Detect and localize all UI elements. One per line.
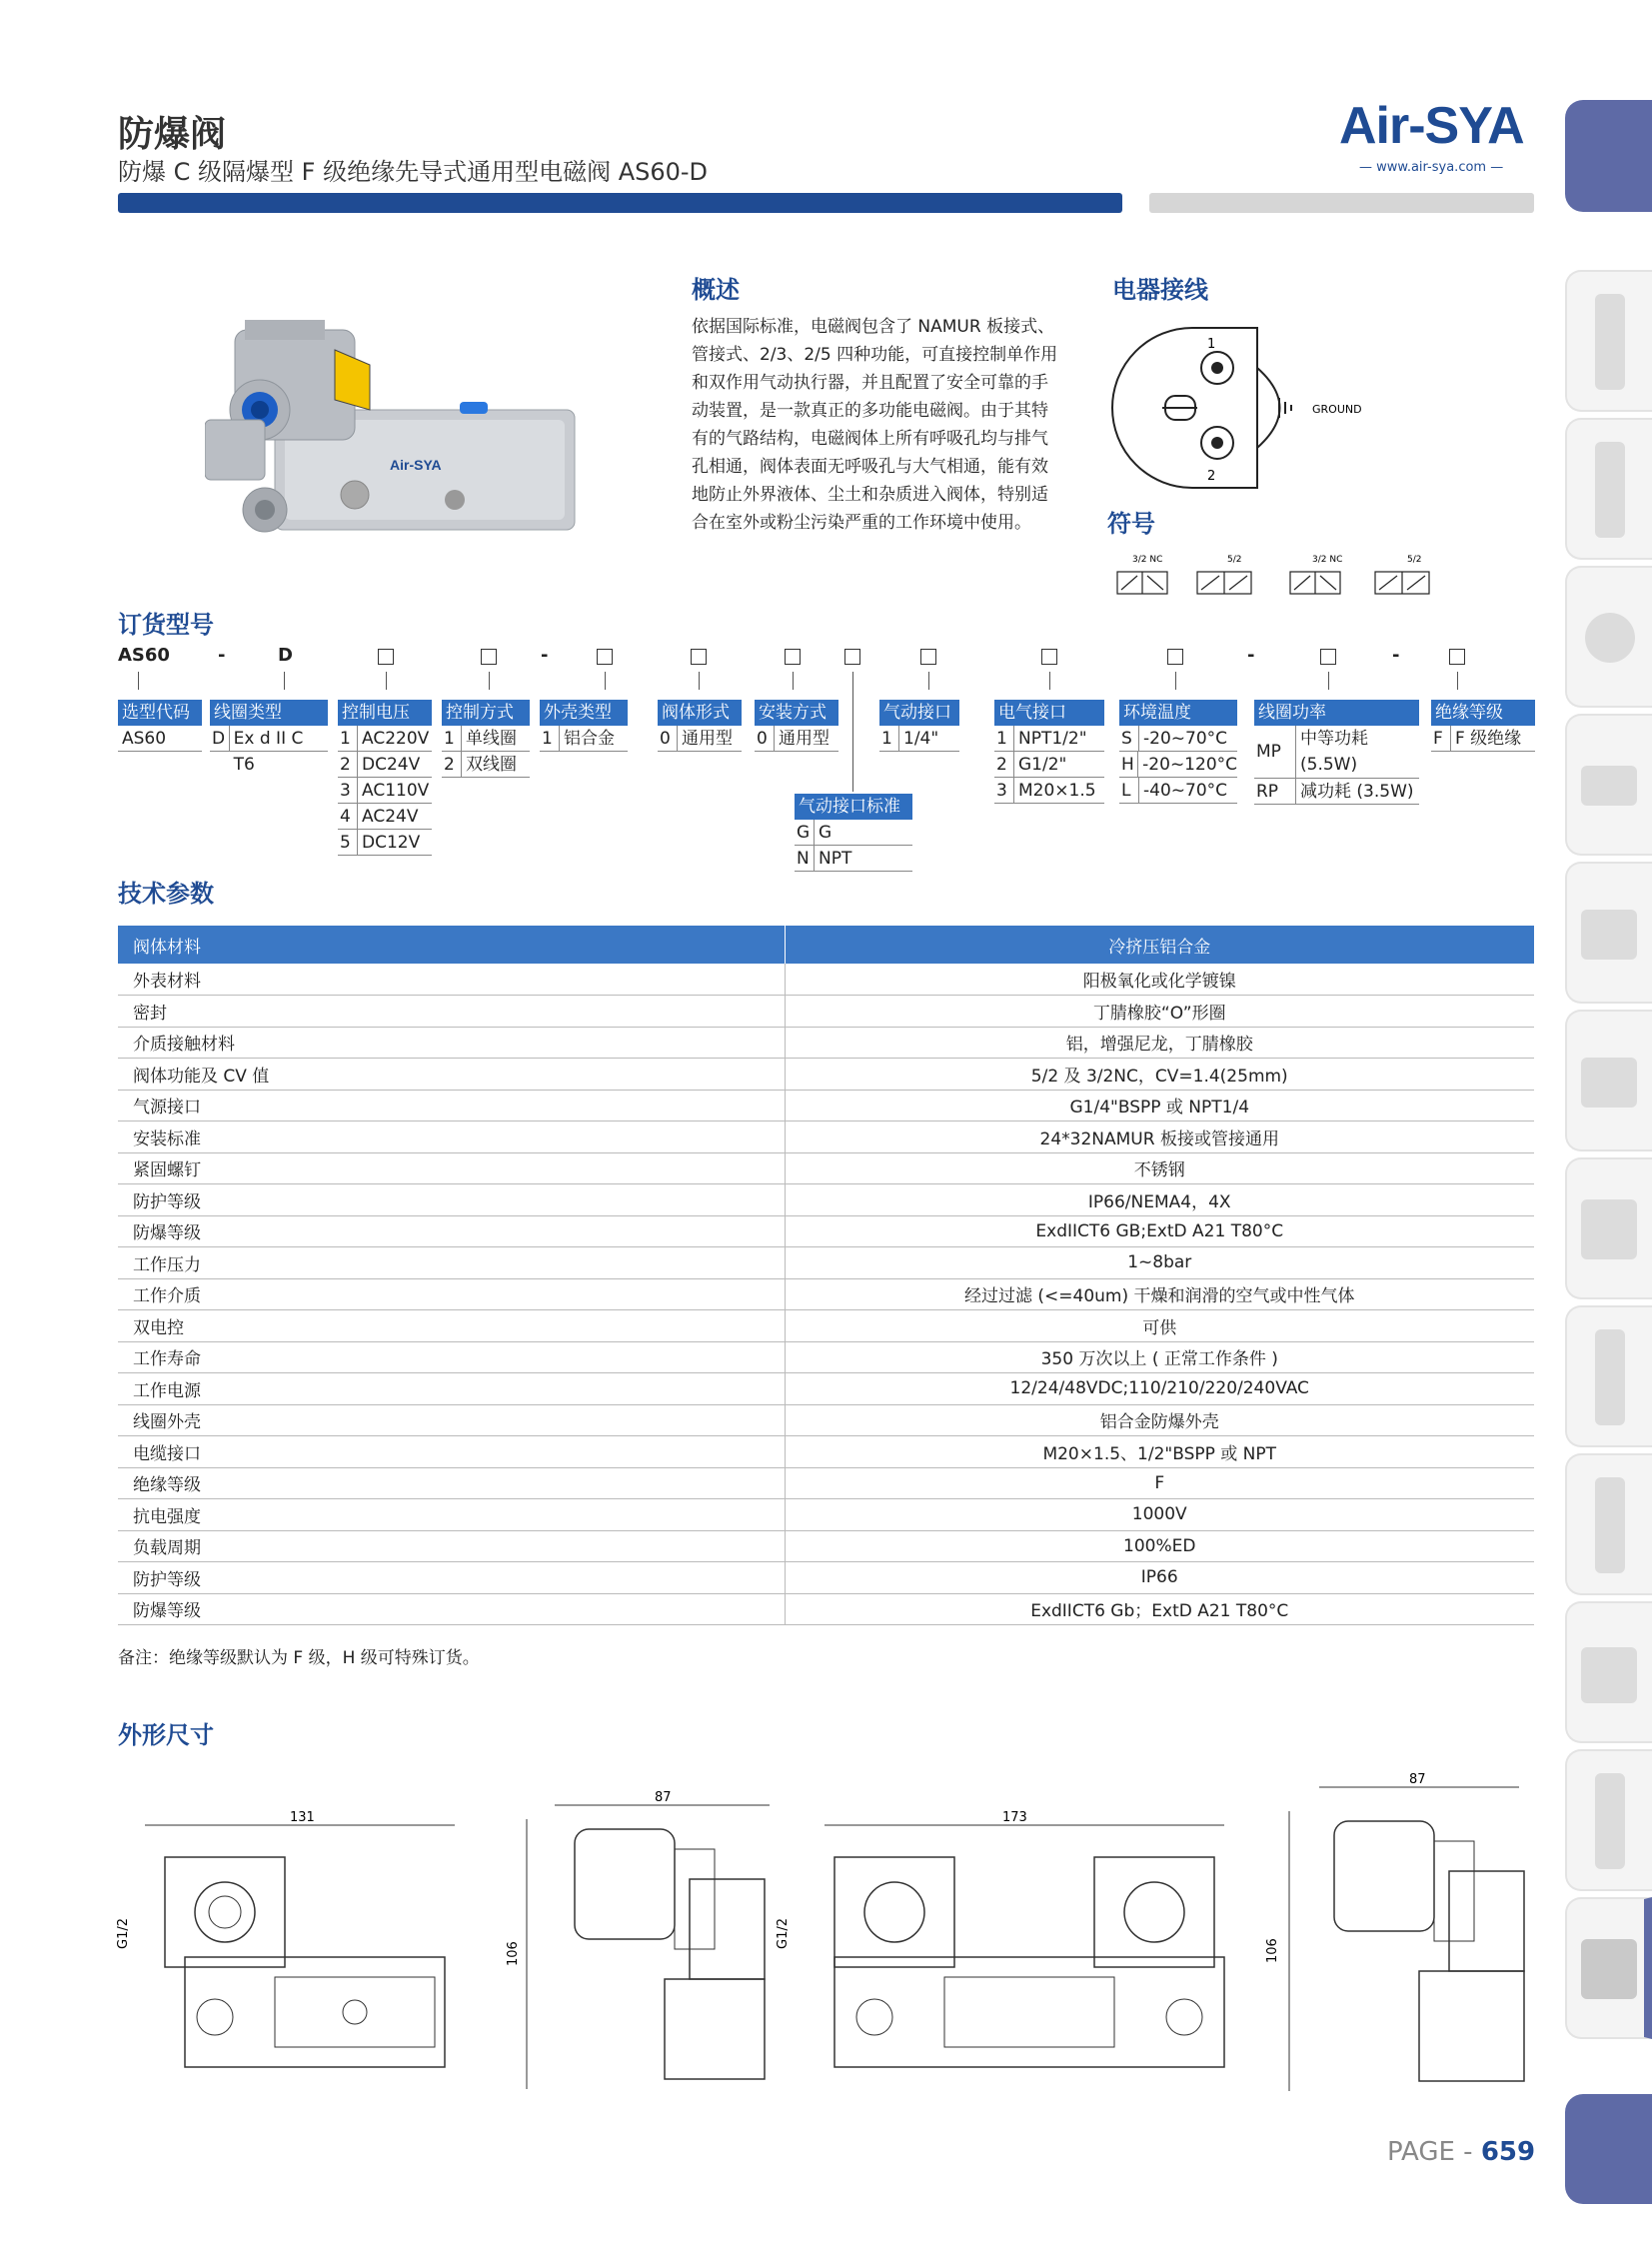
- option-key: 0: [658, 726, 678, 751]
- option-row: [338, 804, 432, 830]
- option-key: 1: [338, 726, 358, 751]
- spec-name: 工作介质: [118, 1278, 785, 1310]
- spec-value: ExdIICT6 Gb；ExtD A21 T80°C: [785, 1593, 1534, 1625]
- spec-row: [118, 1027, 1534, 1059]
- option-row-mp: [1254, 726, 1419, 779]
- spec-row: [118, 1499, 1534, 1531]
- code-d: D: [278, 645, 293, 666]
- option-row: [1119, 752, 1237, 778]
- side-tab-regulator[interactable]: [1565, 566, 1652, 708]
- group-ambient-temp: [1119, 700, 1237, 804]
- code-tick: [138, 672, 139, 690]
- group-label: 安装方式: [755, 700, 838, 726]
- spec-row: [118, 1152, 1534, 1184]
- option-value: AC24V: [362, 807, 419, 827]
- group-label: 气动接口: [879, 700, 959, 726]
- option-key: L: [1119, 778, 1139, 803]
- code-tick: [605, 672, 606, 690]
- option-row: [442, 752, 530, 778]
- pump-icon: [1581, 1199, 1637, 1259]
- spec-value: ExdIICT6 GB;ExtD A21 T80°C: [785, 1215, 1534, 1247]
- side-tab-manifold[interactable]: [1565, 1305, 1652, 1447]
- dim-height-2: 106: [506, 1941, 521, 1966]
- option-value: -20~120°C: [1142, 755, 1237, 775]
- option-value: Ex d II C T6: [233, 729, 304, 775]
- option-value: AS60: [122, 729, 167, 749]
- group-housing-type: [540, 700, 628, 752]
- option-value: [1296, 726, 1368, 778]
- fitting-icon: [1581, 1647, 1637, 1703]
- spec-value: F: [785, 1467, 1534, 1499]
- pin-1: 1: [1207, 337, 1216, 352]
- group-air-port: [879, 700, 959, 752]
- code-box: [378, 649, 394, 665]
- dim-width-1: 131: [290, 1810, 315, 1825]
- spec-row: [118, 1121, 1534, 1153]
- spec-row: [118, 1059, 1534, 1091]
- option-row: [540, 726, 628, 752]
- option-row: [994, 726, 1104, 752]
- specs-heading: 技术参数: [118, 880, 214, 908]
- option-key: N: [795, 846, 815, 871]
- spec-name: 紧固螺钉: [118, 1152, 785, 1184]
- option-value: 双线圈: [466, 755, 517, 775]
- symbols-heading: 符号: [1107, 510, 1155, 538]
- code-tick: [1457, 672, 1458, 690]
- option-row: [118, 726, 202, 752]
- code-tick: [1049, 672, 1050, 690]
- lubricator-icon: [1595, 442, 1625, 538]
- option-row: [1119, 778, 1237, 804]
- spec-value: 12/24/48VDC;110/210/220/240VAC: [785, 1373, 1534, 1405]
- option-key: 2: [442, 752, 462, 777]
- spec-name: 安装标准: [118, 1121, 785, 1153]
- spec-value: 350 万次以上 ( 正常工作条件 ): [785, 1341, 1534, 1373]
- symbol-label-4: 5/2: [1407, 555, 1422, 565]
- page-title: 防爆阀: [118, 114, 227, 155]
- group-label: 外壳类型: [540, 700, 628, 726]
- option-value: G1/2": [1018, 755, 1067, 775]
- group-label: 环境温度: [1119, 700, 1237, 726]
- option-key: 3: [338, 778, 358, 803]
- side-tab-bottom: [1565, 2094, 1652, 2204]
- symbol-label-3: 3/2 NC: [1312, 555, 1343, 565]
- side-tab-silencer[interactable]: [1565, 1749, 1652, 1891]
- dim-width-3: 173: [1002, 1810, 1027, 1825]
- spec-name: 防爆等级: [118, 1593, 785, 1625]
- code-dash-3: -: [1247, 645, 1255, 666]
- code-tick: [699, 672, 700, 690]
- option-key: F: [1431, 726, 1451, 751]
- code-tick: [793, 672, 794, 690]
- group-coil-power: [1254, 700, 1419, 805]
- cylinder-icon: [1595, 1477, 1625, 1573]
- option-row: [994, 752, 1104, 778]
- group-label: 控制方式: [442, 700, 530, 726]
- spec-name: 电缆接口: [118, 1436, 785, 1468]
- option-row: [795, 846, 912, 872]
- spec-row: [118, 1593, 1534, 1625]
- code-box: [691, 649, 707, 665]
- code-tick: [489, 672, 490, 690]
- option-key: 2: [338, 752, 358, 777]
- overview-heading: 概述: [692, 276, 740, 304]
- code-box: [597, 649, 613, 665]
- spec-row: [118, 1373, 1534, 1405]
- spec-row: [118, 964, 1534, 996]
- spec-row: [118, 1562, 1534, 1594]
- spec-header-row: [118, 926, 1534, 964]
- option-key: G: [795, 820, 815, 845]
- side-tab-mech-valve[interactable]: [1565, 862, 1652, 1004]
- group-label: 选型代码: [118, 700, 202, 726]
- option-value: 1/4": [903, 729, 939, 749]
- group-insulation: [1431, 700, 1535, 752]
- manifold-icon: [1595, 1329, 1625, 1425]
- option-key: MP: [1254, 726, 1296, 778]
- spec-value: 1000V: [785, 1499, 1534, 1531]
- dim-side-3: G1/2: [776, 1918, 791, 1949]
- option-value: -20~70°C: [1143, 729, 1228, 749]
- side-tab-fitting[interactable]: [1565, 1601, 1652, 1743]
- spec-value: 5/2 及 3/2NC，CV=1.4(25mm): [785, 1059, 1534, 1091]
- header-bar-blue: [118, 193, 1122, 213]
- option-value: 通用型: [682, 729, 733, 749]
- code-box: [844, 649, 860, 665]
- explosion-valve-icon: [1581, 1939, 1637, 1999]
- option-row: [994, 778, 1104, 804]
- option-value: 通用型: [779, 729, 829, 749]
- group-label: 阀体形式: [658, 700, 742, 726]
- spec-row: [118, 1310, 1534, 1342]
- wiring-heading: 电器接线: [1112, 276, 1208, 304]
- side-tab-valve[interactable]: [1565, 714, 1652, 856]
- valve-symbols: [1107, 552, 1467, 614]
- spec-value: 丁腈橡胶“O”形圈: [785, 996, 1534, 1028]
- mech-valve-icon: [1581, 910, 1637, 960]
- page-label: PAGE -: [1387, 2137, 1481, 2167]
- specs-note: 备注：绝缘等级默认为 F 级，H 级可特殊订货。: [118, 1648, 480, 1668]
- spec-name: 工作压力: [118, 1247, 785, 1279]
- option-value: AC110V: [362, 781, 430, 801]
- option-key: H: [1119, 752, 1138, 777]
- option-row: [795, 820, 912, 846]
- code-dash-4: -: [1392, 645, 1400, 666]
- option-key: 1: [994, 726, 1014, 751]
- group-label: 气动接口标准: [795, 794, 912, 820]
- specs-table: [118, 926, 1534, 1625]
- side-tab-pump[interactable]: [1565, 1157, 1652, 1299]
- code-tick: [386, 672, 387, 690]
- option-value: -40~70°C: [1143, 781, 1228, 801]
- option-key: 4: [338, 804, 358, 829]
- code-tick: [284, 672, 285, 690]
- group-label: 控制电压: [338, 700, 432, 726]
- wiring-diagram: [1107, 318, 1367, 502]
- code-tick: [928, 672, 929, 690]
- code-box: [1167, 649, 1183, 665]
- code-box: [1320, 649, 1336, 665]
- spec-row: [118, 1215, 1534, 1247]
- code-box: [1041, 649, 1057, 665]
- box-valve-icon: [1581, 1058, 1637, 1108]
- option-key: 1: [879, 726, 899, 751]
- dim-width-2: 87: [655, 1790, 672, 1805]
- option-row: [338, 778, 432, 804]
- option-value: G: [819, 823, 832, 843]
- spec-row: [118, 1436, 1534, 1468]
- spec-name: 阀体材料: [118, 926, 785, 964]
- option-key: D: [210, 726, 230, 751]
- product-image: [205, 310, 585, 550]
- ordering-heading: 订货型号: [118, 611, 214, 639]
- option-row: [442, 726, 530, 752]
- spec-value: 24*32NAMUR 板接或管接通用: [785, 1121, 1534, 1153]
- spec-name: 密封: [118, 996, 785, 1028]
- group-label: 线圈功率: [1254, 700, 1419, 726]
- code-prefix: AS60: [118, 645, 170, 666]
- spec-value: IP66/NEMA4，4X: [785, 1184, 1534, 1216]
- spec-name: 工作电源: [118, 1373, 785, 1405]
- option-key: 0: [755, 726, 775, 751]
- group-electrical-port: [994, 700, 1104, 804]
- group-label: 电气接口: [994, 700, 1104, 726]
- spec-name: 线圈外壳: [118, 1404, 785, 1436]
- option-row: [338, 752, 432, 778]
- code-tick-long: [852, 672, 853, 792]
- code-dash-2: -: [541, 645, 549, 666]
- spec-row: [118, 1404, 1534, 1436]
- spec-name: 介质接触材料: [118, 1027, 785, 1059]
- spec-name: 防护等级: [118, 1562, 785, 1594]
- option-value: AC220V: [362, 729, 430, 749]
- spec-value: 100%ED: [785, 1530, 1534, 1562]
- option-key: S: [1119, 726, 1139, 751]
- group-label: 绝缘等级: [1431, 700, 1535, 726]
- dimension-drawing-front-double: [775, 1807, 1234, 2097]
- symbol-label-2: 5/2: [1227, 555, 1242, 565]
- spec-row: [118, 1530, 1534, 1562]
- spec-row: [118, 1090, 1534, 1121]
- spec-value: 经过过滤 (<=40um) 干燥和润滑的空气或中性气体: [785, 1278, 1534, 1310]
- mp-line-2: (5.5W): [1300, 755, 1358, 775]
- option-row: [210, 726, 328, 775]
- page-subtitle: 防爆 C 级隔爆型 F 级绝缘先导式通用型电磁阀 AS60-D: [118, 158, 709, 186]
- group-label: 线圈类型: [210, 700, 328, 726]
- option-key: 3: [994, 778, 1014, 803]
- spec-value: G1/4"BSPP 或 NPT1/4: [785, 1090, 1534, 1121]
- option-row: [1119, 726, 1237, 752]
- dimensions-heading: 外形尺寸: [118, 1721, 214, 1749]
- option-key: 1: [540, 726, 560, 751]
- page-number-value: 659: [1480, 2137, 1536, 2167]
- regulator-icon: [1585, 613, 1635, 663]
- group-mounting: [755, 700, 838, 752]
- code-dash-1: -: [218, 645, 226, 666]
- brand-logo: Air-SYA: [1339, 97, 1524, 155]
- page-number: [1387, 2137, 1535, 2167]
- spec-name: 绝缘等级: [118, 1467, 785, 1499]
- spec-row: [118, 1278, 1534, 1310]
- mp-line-1: 中等功耗: [1300, 729, 1368, 749]
- spec-value: 铝，增强尼龙，丁腈橡胶: [785, 1027, 1534, 1059]
- side-tab-lubricator[interactable]: [1565, 418, 1652, 560]
- code-box: [920, 649, 936, 665]
- spec-name: 外表材料: [118, 964, 785, 996]
- ground-label: GROUND: [1312, 403, 1362, 416]
- spec-value: IP66: [785, 1562, 1534, 1594]
- group-control-voltage: [338, 700, 432, 856]
- spec-value: 冷挤压铝合金: [785, 926, 1534, 964]
- spec-value: M20×1.5、1/2"BSPP 或 NPT: [785, 1436, 1534, 1468]
- group-valve-body: [658, 700, 742, 752]
- option-value: 单线圈: [466, 729, 517, 749]
- option-row: [879, 726, 959, 752]
- spec-name: 负载周期: [118, 1530, 785, 1562]
- spec-value: 阳极氧化或化学镀镍: [785, 964, 1534, 996]
- pin-2: 2: [1207, 469, 1216, 484]
- spec-name: 双电控: [118, 1310, 785, 1342]
- option-row: [1431, 726, 1535, 752]
- spec-name: 抗电强度: [118, 1499, 785, 1531]
- option-key: 5: [338, 830, 358, 855]
- group-control-mode: [442, 700, 530, 778]
- side-tab-box-valve[interactable]: [1565, 1010, 1652, 1151]
- spec-row: [118, 996, 1534, 1028]
- product-label: Air-SYA: [390, 457, 442, 473]
- spec-row: [118, 1184, 1534, 1216]
- group-coil-type: [210, 700, 328, 775]
- spec-row: [118, 1341, 1534, 1373]
- option-row-rp: [1254, 779, 1419, 805]
- group-air-port-standard: [795, 794, 912, 872]
- group-model-code: [118, 700, 202, 752]
- overview-text: 依据国际标准，电磁阀包含了 NAMUR 板接式、管接式、2/3、2/5 四种功能，可直接控制单作用和双作用气动执行器，并且配置了安全可靠的手动装置，是一款真正的多功能电磁阀。由于其特有的气路结构，电磁阀体上所有呼吸孔均与排气孔相通，阀体表面无呼吸孔与大气相通，能有效地防止外界液体、尘土和杂质进入阀体，特别适合在室外或粉尘污染严重的工作环境中使用。: [692, 317, 1058, 533]
- option-value: NPT: [819, 849, 852, 869]
- valve-icon: [1581, 766, 1637, 806]
- spec-value: 不锈钢: [785, 1152, 1534, 1184]
- side-tab-cylinder[interactable]: [1565, 1453, 1652, 1595]
- brand-url: — www.air-sya.com —: [1359, 160, 1504, 175]
- option-value: DC12V: [362, 833, 421, 853]
- dimension-drawing-side-double: [1259, 1771, 1549, 2101]
- side-tab-filter[interactable]: [1565, 270, 1652, 412]
- code-box: [785, 649, 801, 665]
- dimension-drawing-front-single: [115, 1807, 475, 2097]
- option-key: RP: [1254, 779, 1296, 804]
- option-value: NPT1/2": [1018, 729, 1087, 749]
- option-key: 1: [442, 726, 462, 751]
- spec-name: 工作寿命: [118, 1341, 785, 1373]
- code-tick: [1175, 672, 1176, 690]
- spec-name: 气源接口: [118, 1090, 785, 1121]
- code-box: [1449, 649, 1465, 665]
- spec-row: [118, 1247, 1534, 1279]
- option-value: DC24V: [362, 755, 421, 775]
- option-key: 2: [994, 752, 1014, 777]
- option-row: [658, 726, 742, 752]
- spec-value: 1~8bar: [785, 1247, 1534, 1279]
- option-value: F 级绝缘: [1455, 729, 1522, 749]
- option-row: [338, 726, 432, 752]
- side-tab-top: [1565, 100, 1652, 212]
- code-box: [481, 649, 497, 665]
- spec-name: 防爆等级: [118, 1215, 785, 1247]
- silencer-icon: [1595, 1773, 1625, 1869]
- option-value: 减功耗 (3.5W): [1300, 782, 1414, 802]
- dim-side-1: G1/2: [116, 1918, 131, 1949]
- spec-value: 可供: [785, 1310, 1534, 1342]
- header-bar-gray: [1149, 193, 1534, 213]
- spec-name: 阀体功能及 CV 值: [118, 1059, 785, 1091]
- option-value: 铝合金: [564, 729, 615, 749]
- spec-name: 防护等级: [118, 1184, 785, 1216]
- side-tab-explosion-proof[interactable]: [1565, 1897, 1652, 2039]
- dim-width-4: 87: [1409, 1772, 1426, 1787]
- dimension-drawing-side-single: [505, 1789, 785, 2099]
- dim-height-4: 106: [1265, 1938, 1280, 1963]
- option-row: [338, 830, 432, 856]
- option-value: M20×1.5: [1018, 781, 1096, 801]
- option-row: [755, 726, 838, 752]
- filter-icon: [1595, 294, 1625, 390]
- symbol-label-1: 3/2 NC: [1132, 555, 1163, 565]
- spec-value: 铝合金防爆外壳: [785, 1404, 1534, 1436]
- spec-row: [118, 1467, 1534, 1499]
- code-tick: [1328, 672, 1329, 690]
